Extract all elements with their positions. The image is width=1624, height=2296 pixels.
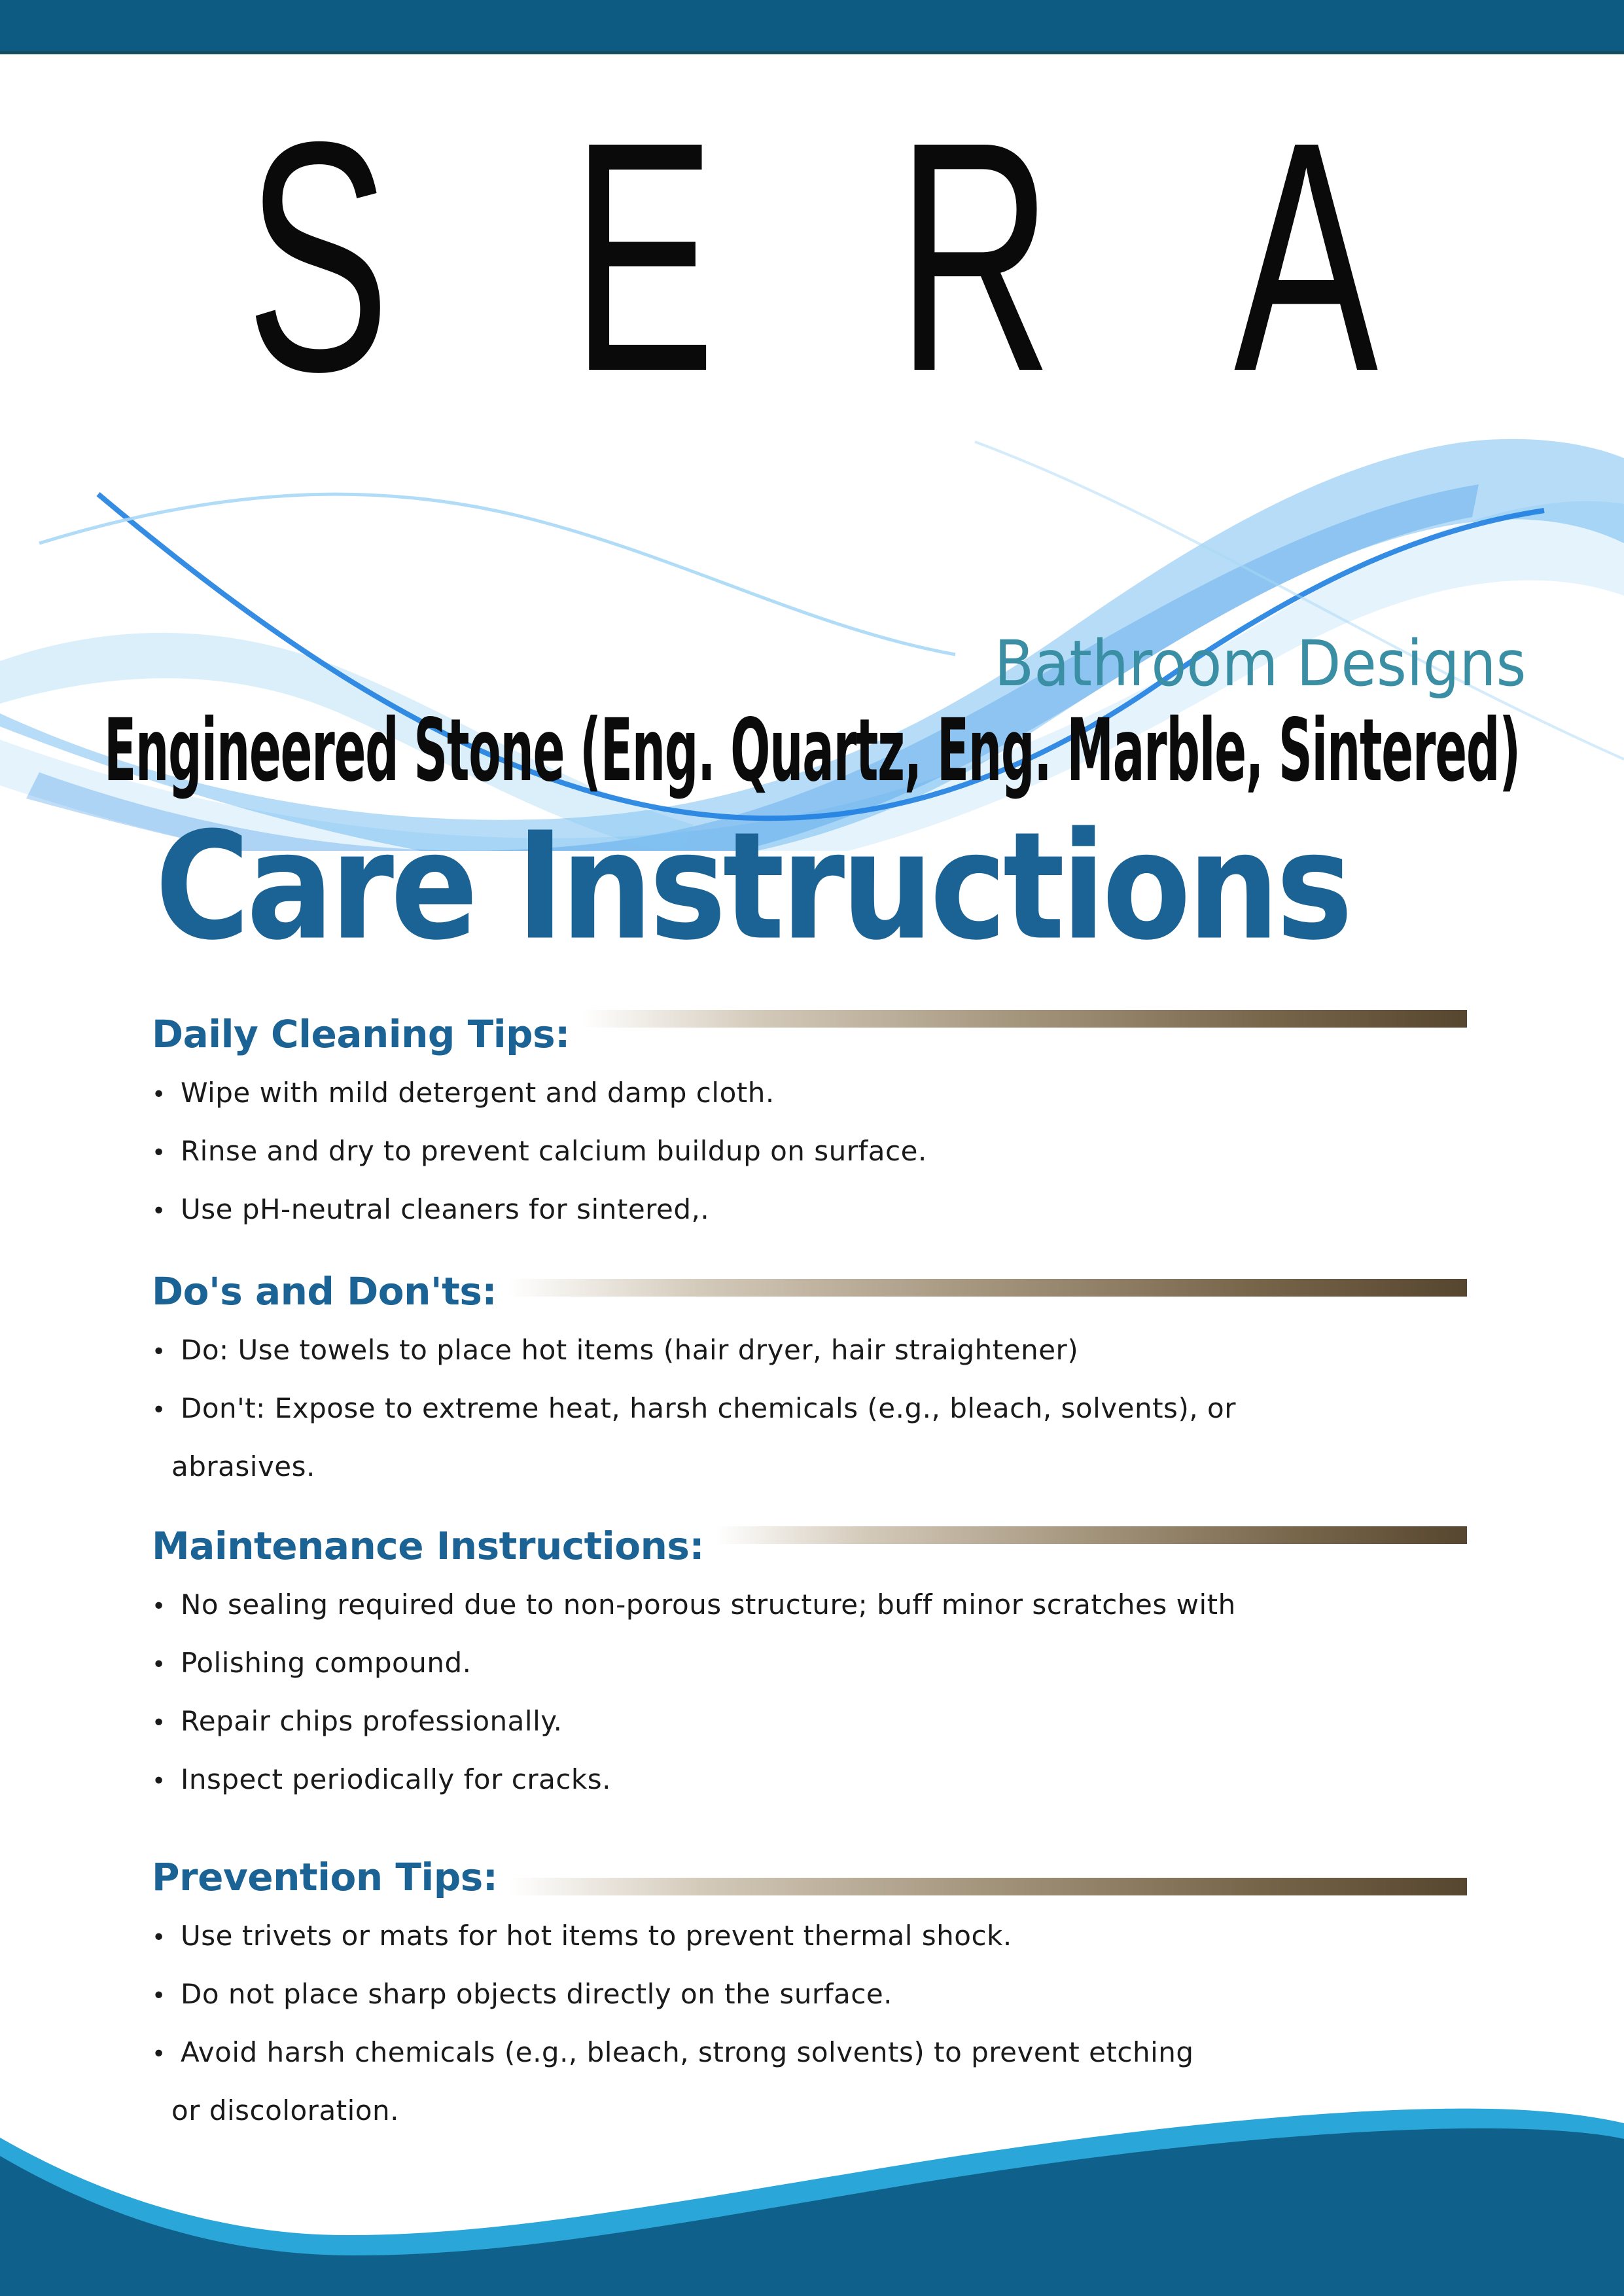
section-heading: Daily Cleaning Tips:: [152, 1012, 570, 1056]
care-item-text: Avoid harsh chemicals (e.g., bleach, strong solvents) to prevent etching: [181, 2036, 1194, 2068]
section-heading: Do's and Don'ts:: [152, 1269, 497, 1314]
care-item: [152, 1635, 1467, 1693]
care-item-text: Use pH-neutral cleaners for sintered,.: [181, 1193, 710, 1225]
care-section: [152, 1516, 1467, 1810]
care-item-text: Rinse and dry to prevent calcium buildup on surface.: [181, 1135, 927, 1167]
section-divider-gradient-bar: [510, 1878, 1468, 1895]
care-section: [152, 1848, 1467, 2141]
care-item-text: or discoloration.: [171, 2094, 399, 2126]
bottom-wave-dark-layer: [0, 2128, 1624, 2296]
care-item: [152, 1693, 1467, 1751]
section-divider-gradient-bar: [508, 1279, 1467, 1297]
bullet-dot: •: [152, 1593, 166, 1620]
material-subtitle: Engineered Stone (Eng. Quartz, Eng. Marble, Sintered): [104, 701, 1520, 801]
care-item-text: Use trivets or mats for hot items to prevent thermal shock.: [181, 1920, 1012, 1952]
care-item-text: Polishing compound.: [181, 1647, 472, 1679]
care-item-text: Wipe with mild detergent and damp cloth.: [181, 1077, 775, 1109]
brand-subtitle: Bathroom Designs: [994, 627, 1526, 700]
care-sections: [152, 1005, 1467, 2141]
care-item-text: Do: Use towels to place hot items (hair dryer, hair straightener): [181, 1334, 1079, 1366]
section-heading-row: [152, 1848, 1467, 1907]
care-item: [152, 2024, 1467, 2083]
bullet-dot: •: [152, 1338, 166, 1365]
bullet-dot: •: [152, 1982, 166, 2009]
section-items: [152, 1065, 1467, 1240]
care-item-text: Inspect periodically for cracks.: [181, 1763, 611, 1795]
care-item: [152, 1751, 1467, 1810]
care-item: [152, 1577, 1467, 1635]
section-divider-gradient-bar: [716, 1526, 1467, 1544]
care-item-text: Repair chips professionally.: [181, 1705, 563, 1737]
care-section: [152, 1262, 1467, 1497]
section-items: [152, 1577, 1467, 1810]
bullet-dot: •: [152, 1198, 166, 1225]
brand-logo: SERA: [245, 73, 1560, 439]
care-item: [152, 1181, 1467, 1240]
care-item: [152, 1065, 1467, 1123]
care-item-text: No sealing required due to non-porous structure; buff minor scratches with: [181, 1588, 1236, 1621]
top-accent-bar: [0, 0, 1624, 54]
section-heading-row: [152, 1005, 1467, 1064]
care-item: [152, 1123, 1467, 1181]
care-item: [152, 1908, 1467, 1966]
bullet-dot: •: [152, 1139, 166, 1166]
bullet-dot: •: [152, 1651, 166, 1678]
care-item-text: Do not place sharp objects directly on the surface.: [181, 1978, 893, 2010]
care-item: [152, 1966, 1467, 2024]
bullet-dot: •: [152, 2041, 166, 2068]
ribbon-light-line: [39, 494, 955, 655]
section-heading-row: [152, 1262, 1467, 1321]
page-title: Care Instructions: [155, 800, 1350, 973]
bullet-dot: •: [152, 1768, 166, 1795]
section-heading: Prevention Tips:: [152, 1855, 498, 1899]
care-item: [152, 1322, 1467, 1380]
bullet-dot: •: [152, 1397, 166, 1424]
bullet-dot: •: [152, 1081, 166, 1108]
bottom-wave-graphic: [0, 2100, 1624, 2296]
section-heading: Maintenance Instructions:: [152, 1524, 705, 1568]
section-items: [152, 1322, 1467, 1497]
care-item: [152, 1380, 1467, 1439]
bullet-dot: •: [152, 1710, 166, 1736]
care-item: [152, 1439, 1467, 1497]
section-heading-row: [152, 1516, 1467, 1575]
section-divider-gradient-bar: [582, 1010, 1467, 1028]
care-item-text: Don't: Expose to extreme heat, harsh chemicals (e.g., bleach, solvents), or: [181, 1392, 1236, 1424]
care-section: [152, 1005, 1467, 1240]
care-item-text: abrasives.: [171, 1450, 315, 1482]
bullet-dot: •: [152, 1924, 166, 1951]
